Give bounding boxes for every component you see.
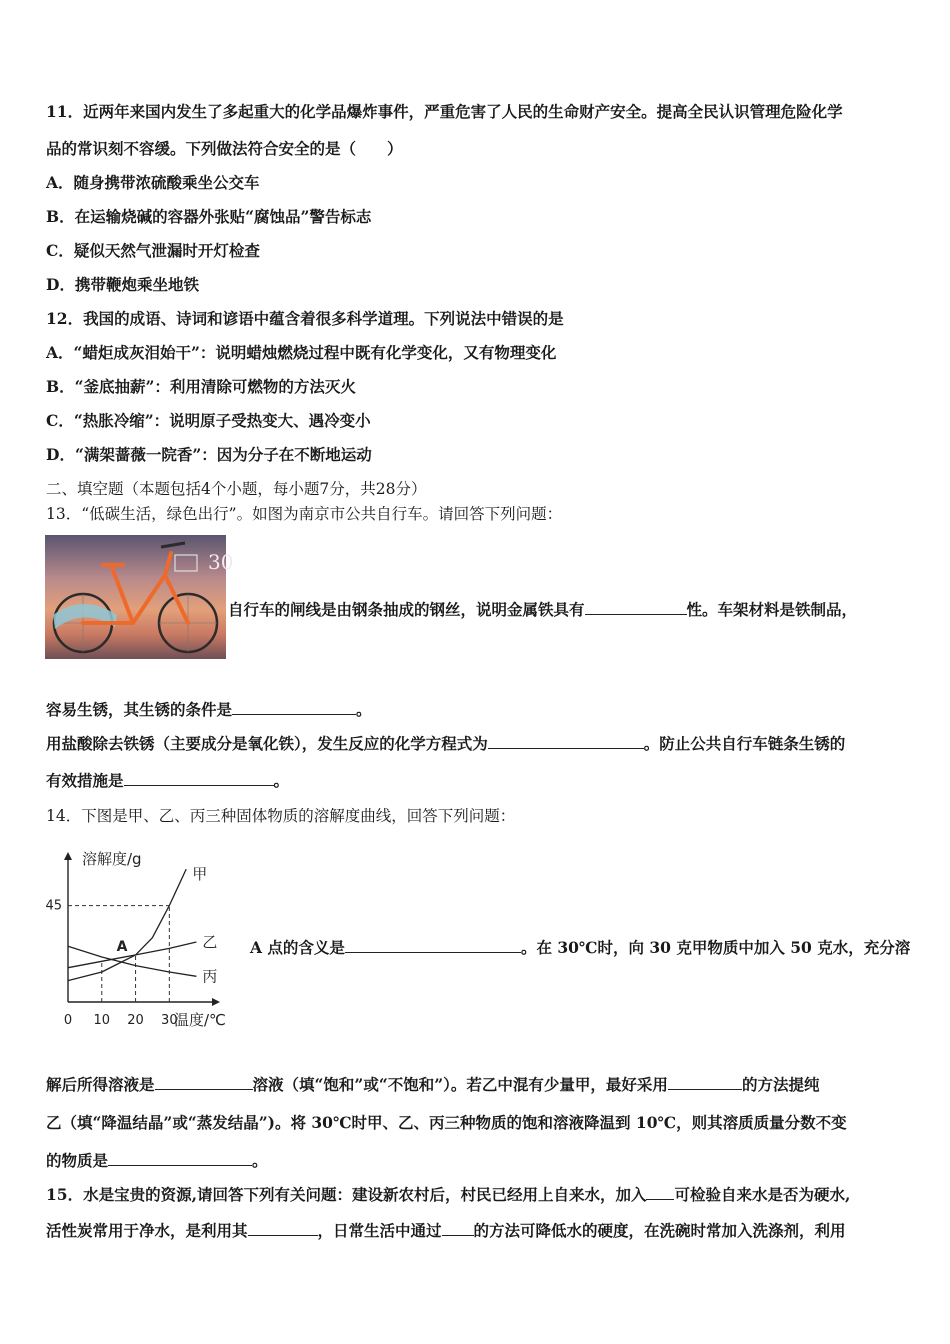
q14-line3: 乙（填“降温结晶”或“蒸发结晶”)。将 30℃时甲、乙、丙三种物质的饱和溶液降温到 10℃，则其溶质质量分数不变: [46, 1113, 847, 1132]
q12-stem: 12．我国的成语、诗词和谚语中蕴含着很多科学道理。下列说法中错误的是: [46, 309, 564, 328]
q11-stem-line1: 11．近两年来国内发生了多起重大的化学品爆炸事件，严重危害了人民的生命财产安全。提高全民认识管理危险化学: [46, 102, 843, 121]
q14-blank-2[interactable]: [155, 1075, 253, 1090]
q12-option-d: D．“满架蔷薇一院香”：因为分子在不断地运动: [46, 445, 372, 464]
q13-line1-text-a: 自行车的闸线是由钢条抽成的钢丝，说明金属铁具有: [228, 600, 585, 619]
solubility-chart: [40, 840, 240, 1035]
q12-option-b: B．“釜底抽薪”：利用清除可燃物的方法灭火: [46, 377, 356, 396]
q15-line1-text-b: 可检验自来水是否为硬水,: [674, 1185, 851, 1204]
x-tick-label: 10: [93, 1013, 111, 1028]
q13-line3-text-a: 用盐酸除去铁锈（主要成分是氧化铁），发生反应的化学方程式为: [46, 734, 488, 753]
section-heading: 二、填空题（本题包括4个小题，每小题7分，共28分）: [46, 480, 427, 498]
q13-line3-text-b: 。防止公共自行车链条生锈的: [643, 734, 846, 753]
q12-option-c: C．“热胀冷缩”：说明原子受热变大、遇冷变小: [46, 411, 371, 430]
q11-option-d: D．携带鞭炮乘坐地铁: [46, 275, 199, 294]
q13-line2: [46, 700, 372, 720]
q15-line1: [46, 1185, 850, 1205]
q14-line1-text-b: 。在 30℃时，向 30 克甲物质中加入 50 克水，充分溶: [520, 938, 911, 957]
curve-2: [68, 942, 196, 968]
q11-option-b: B．在运输烧碱的容器外张贴“腐蚀品”警告标志: [46, 207, 372, 226]
q13-stem: 13．“低碳生活，绿色出行”。如图为南京市公共自行车。请回答下列问题：: [46, 505, 563, 523]
x-tick-label: 20: [127, 1013, 144, 1028]
q14-blank-4[interactable]: [108, 1151, 252, 1166]
series-label: 丙: [202, 967, 218, 986]
q14-line2-text-b: 溶液（填“饱和”或“不饱和”）。若乙中混有少量甲，最好采用: [252, 1075, 668, 1094]
curve-3: [68, 946, 196, 976]
q14-line2: [46, 1075, 819, 1095]
q13-line2-text-b: 。: [356, 700, 372, 719]
q13-line3: [46, 734, 845, 754]
y-axis-label: 溶解度/g: [82, 850, 142, 868]
q15-blank-3[interactable]: [442, 1221, 474, 1236]
q15-line2-text-b: ，日常生活中通过: [317, 1221, 442, 1240]
q14-line2-text-a: 解后所得溶液是: [46, 1075, 155, 1094]
q13-blank-2[interactable]: [232, 700, 356, 715]
photo-overlay-text: 30: [208, 550, 234, 574]
q15-line2-text-a: 活性炭常用于净水，是利用其: [46, 1221, 248, 1240]
bicycle-photo: [45, 535, 234, 659]
y-axis-arrow: [64, 852, 72, 860]
q15-line1-text-a: 15．水是宝贵的资源,请回答下列有关问题：建设新农村后，村民已经用上自来水，加入: [46, 1185, 647, 1204]
q14-stem: 14．下图是甲、乙、丙三种固体物质的溶解度曲线，回答下列问题：: [46, 807, 516, 825]
x-tick-label: 30: [161, 1013, 178, 1028]
series-label: 甲: [192, 865, 208, 884]
x-tick-label: 0: [63, 1013, 73, 1028]
q11-option-c: C．疑似天然气泄漏时开灯检查: [46, 241, 260, 260]
q14-line4: [46, 1151, 268, 1171]
q13-line4: [46, 771, 289, 791]
q13-line1: [228, 600, 857, 620]
q14-blank-3[interactable]: [668, 1075, 742, 1090]
series-label: 乙: [202, 933, 218, 951]
q14-line4-text-a: 的物质是: [46, 1151, 109, 1170]
q15-blank-1[interactable]: [646, 1185, 674, 1200]
q15-line2-text-c: 的方法可降低水的硬度，在洗碗时常加入洗涤剂，利用: [473, 1221, 846, 1240]
q14-line2-text-c: 的方法提纯: [741, 1075, 820, 1094]
q13-blank-3[interactable]: [488, 734, 644, 749]
q11-stem-line2: 品的常识刻不容缓。下列做法符合安全的是（ ）: [46, 139, 403, 158]
q14-line4-text-b: 。: [252, 1151, 268, 1170]
q13-line2-text-a: 容易生锈，其生锈的条件是: [46, 700, 233, 719]
point-a-label: A: [116, 938, 128, 955]
q14-line1-text-a: A 点的含义是: [250, 938, 345, 957]
q13-line4-text-b: 。: [273, 771, 290, 790]
q12-option-a: A．“蜡炬成灰泪始干”：说明蜡烛燃烧过程中既有化学变化，又有物理变化: [46, 343, 557, 362]
q13-line4-text-a: 有效措施是: [46, 771, 124, 790]
x-axis-arrow: [212, 998, 220, 1006]
q11-option-a: A．随身携带浓硫酸乘坐公交车: [46, 173, 260, 192]
x-axis-label: 温度/℃: [174, 1011, 226, 1029]
q14-blank-1[interactable]: [345, 938, 521, 953]
q15-line2: [46, 1221, 846, 1241]
q14-line1: [250, 938, 910, 958]
y-tick-label: 45: [45, 898, 62, 914]
q15-blank-2[interactable]: [248, 1221, 318, 1236]
q13-blank-1[interactable]: [585, 600, 687, 615]
q13-blank-4[interactable]: [124, 771, 274, 786]
q13-line1-text-b: 性。车架材料是铁制品，: [686, 600, 858, 619]
